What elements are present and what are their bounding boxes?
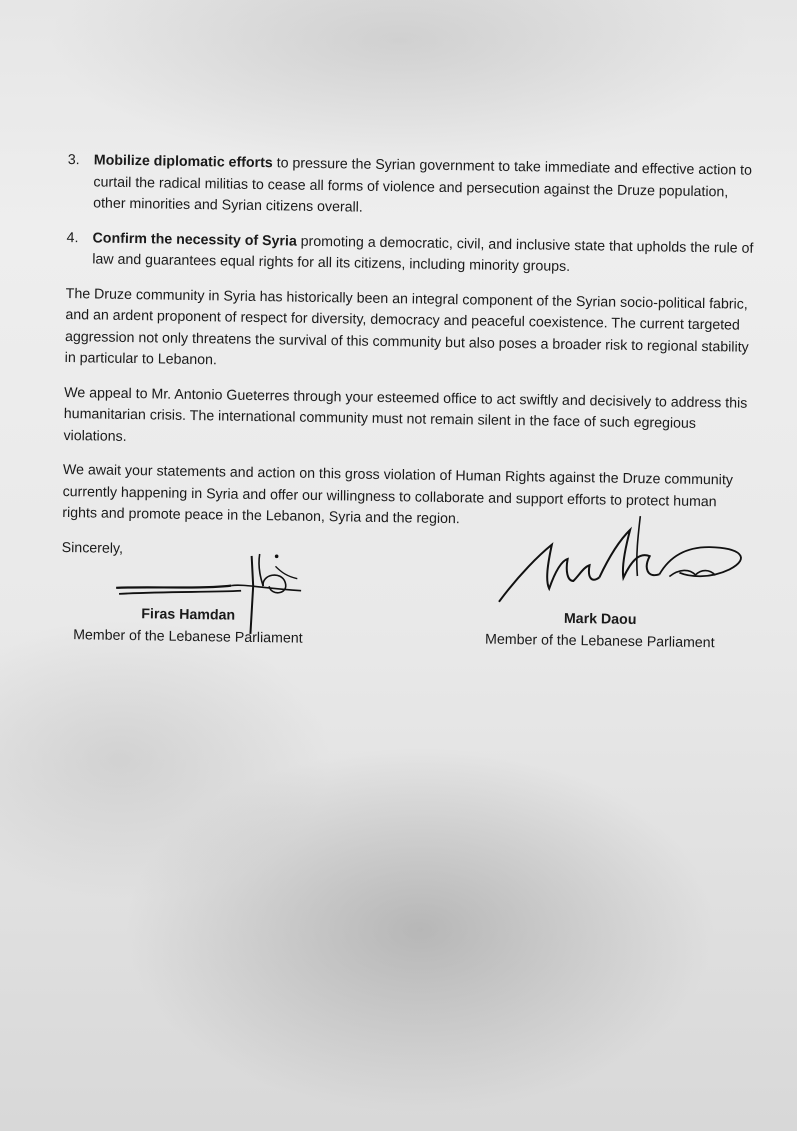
signer-name: Mark Daou xyxy=(563,610,637,628)
list-item-rest: to pressure the Syrian government to take immediate and effective action to curtail the radical militias to cease all forms of violence and persecution against the Druze population, other minorities and Syrian citizens overall. xyxy=(93,155,753,216)
list-item-rest: promoting a democratic, civil, and inclusive state that upholds the rule of law and guarantees equal rights for all its citizens, including minority groups. xyxy=(92,233,754,275)
signer-firas-hamdan xyxy=(60,603,316,650)
paragraph-druze-community: The Druze community in Syria has historically been an integral component of the Syrian socio-political fabric, and an ardent proponent of respect for diversity, democracy and peaceful coexistence. The current targeted aggression not only threatens the survival of this community but also poses a broader risk to regional stability in particular to Lebanon. xyxy=(64,285,749,369)
paragraph-await: We await your statements and action on this gross violation of Human Rights against the Druze community currently happening in Syria and offer our willingness to collaborate and support efforts to protect human rights and promote peace in the Lebanon, Syria and the region. xyxy=(62,461,734,528)
signer-title: Member of the Lebanese Parliament xyxy=(73,626,303,647)
list-item-bold: Confirm the necessity of Syria xyxy=(92,229,297,250)
list-item-bold: Mobilize diplomatic efforts xyxy=(93,152,273,172)
closing-salutation: Sincerely, xyxy=(61,539,124,557)
list-item-text xyxy=(93,150,758,225)
signer-name: Firas Hamdan xyxy=(141,606,236,624)
signer-title: Member of the Lebanese Parliament xyxy=(484,631,715,651)
signature-mark-daou xyxy=(489,514,761,618)
list-number: 3. xyxy=(67,151,80,169)
list-item-4 xyxy=(66,227,757,281)
paragraph-appeal: We appeal to Mr. Antonio Gueterres through your esteemed office to act swiftly and decisively to address this humanitarian crisis. The international community must not remain silent in the face of such egregious violations. xyxy=(63,384,748,445)
list-item-text xyxy=(92,228,757,281)
signer-mark-daou xyxy=(472,607,728,654)
list-item-3 xyxy=(67,150,758,225)
list-number: 4. xyxy=(66,229,79,246)
letter-body xyxy=(60,150,758,684)
signature-block xyxy=(60,563,752,684)
